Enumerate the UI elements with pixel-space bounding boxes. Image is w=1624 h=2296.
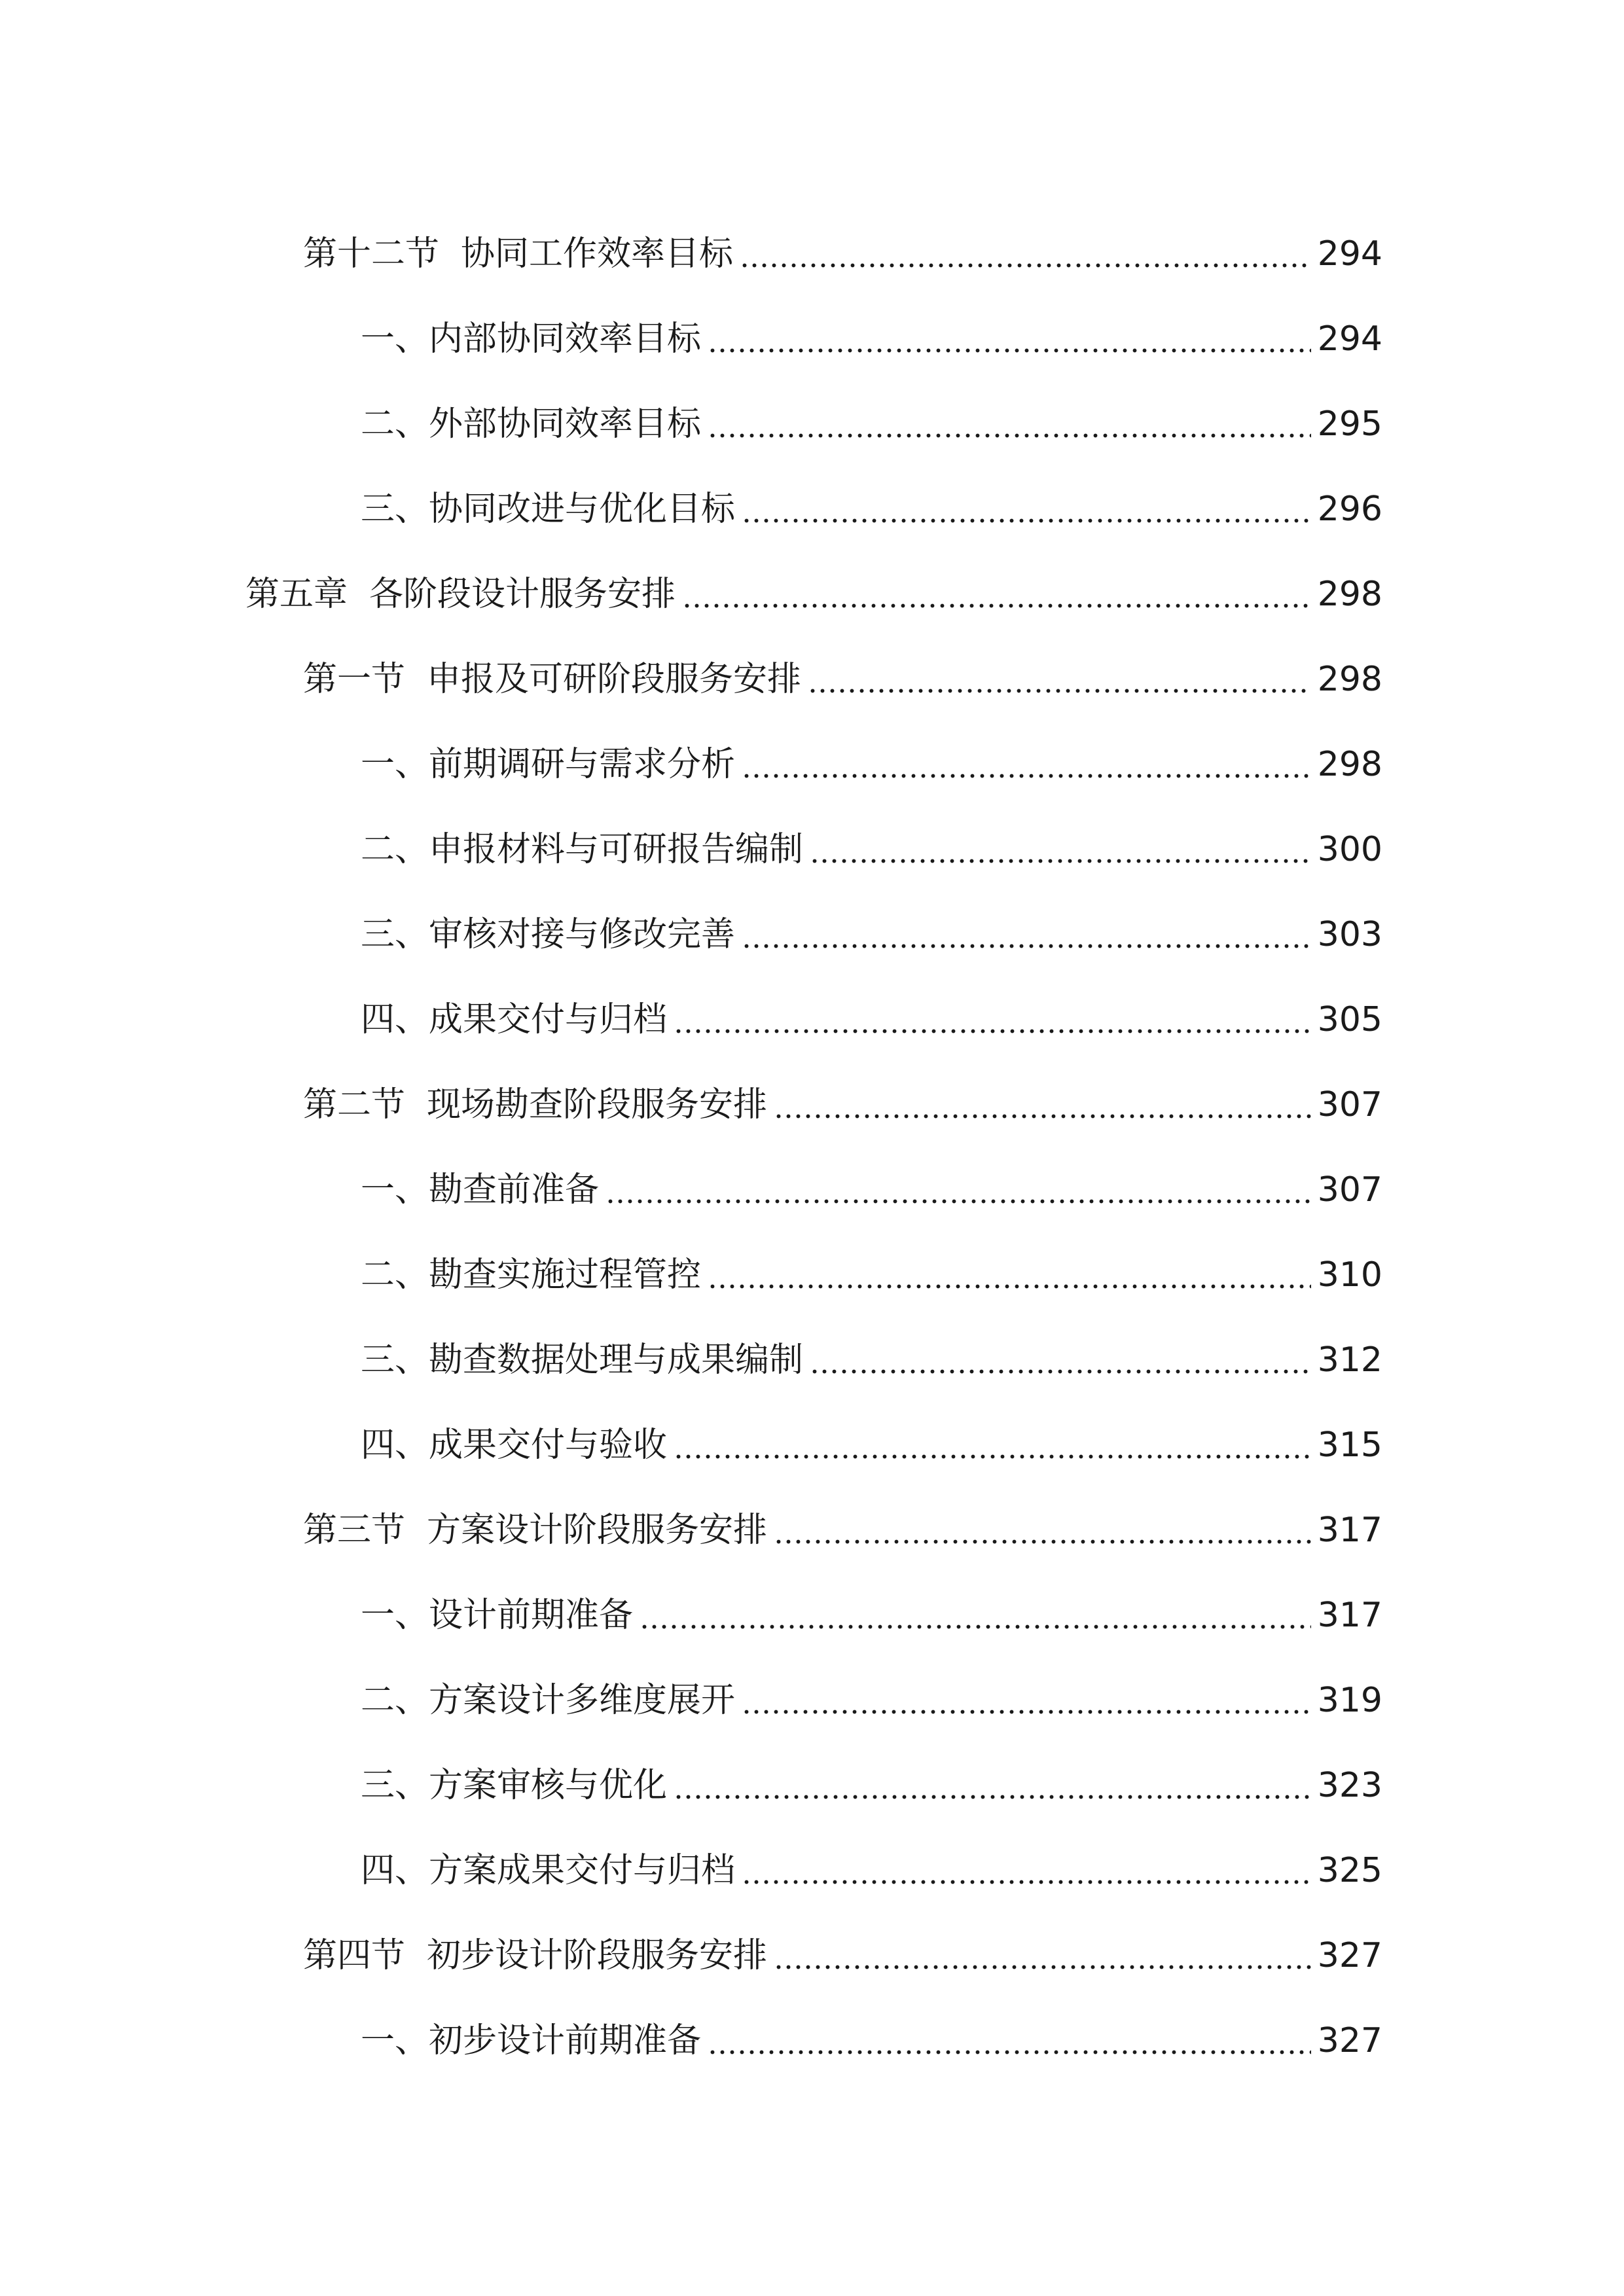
toc-entry-label: 二、勘查实施过程管控 (361, 1255, 702, 1295)
toc-entry[interactable] (0, 1913, 1624, 1998)
toc-dot-leader (708, 2024, 1311, 2058)
toc-dot-leader (674, 1768, 1311, 1803)
toc-page-number: 310 (1317, 1255, 1382, 1295)
toc-entry[interactable] (0, 1658, 1624, 1743)
toc-entry[interactable] (0, 211, 1624, 296)
toc-page-number: 298 (1317, 660, 1382, 699)
toc-dot-leader (742, 1683, 1311, 1717)
toc-entry-label: 第十二节 协同工作效率目标 (303, 234, 734, 274)
toc-entry[interactable] (0, 382, 1624, 467)
toc-page-number: 323 (1317, 1766, 1382, 1805)
toc-entry-label: 一、设计前期准备 (361, 1596, 634, 1635)
toc-dot-leader (774, 1939, 1311, 1973)
toc-dot-leader (605, 1173, 1311, 1207)
toc-page-number: 295 (1317, 404, 1382, 444)
toc-entry-label: 三、勘查数据处理与成果编制 (361, 1340, 804, 1380)
toc-entry-label: 第四节 初步设计阶段服务安排 (303, 1936, 768, 1975)
toc-page-number: 298 (1317, 745, 1382, 784)
toc-dot-leader (742, 1854, 1311, 1888)
toc-entry[interactable] (0, 722, 1624, 807)
toc-page-number: 305 (1317, 1000, 1382, 1039)
toc-dot-leader (674, 1003, 1311, 1037)
toc-entry[interactable] (0, 1232, 1624, 1318)
toc-page-number: 300 (1317, 830, 1382, 869)
toc-dot-leader (742, 918, 1311, 952)
toc-page-number: 327 (1317, 2021, 1382, 2060)
toc-page-number: 325 (1317, 1851, 1382, 1890)
toc-entry-label: 三、协同改进与优化目标 (361, 490, 736, 529)
toc-entry[interactable] (0, 1743, 1624, 1828)
toc-entry[interactable] (0, 1062, 1624, 1147)
toc-entry-label: 第二节 现场勘查阶段服务安排 (303, 1085, 768, 1124)
toc-page-number: 317 (1317, 1596, 1382, 1635)
toc-page-number: 307 (1317, 1170, 1382, 1210)
toc-entry[interactable] (0, 1828, 1624, 1913)
toc-entry[interactable] (0, 1573, 1624, 1658)
toc-dot-leader (742, 492, 1311, 526)
toc-entry-label: 一、前期调研与需求分析 (361, 745, 736, 784)
toc-entry[interactable] (0, 892, 1624, 977)
toc-entry-label: 一、勘查前准备 (361, 1170, 600, 1210)
toc-dot-leader (810, 1343, 1311, 1377)
toc-entry[interactable] (0, 637, 1624, 722)
toc-entry[interactable] (0, 467, 1624, 552)
toc-page-number: 317 (1317, 1511, 1382, 1550)
toc-page-number: 327 (1317, 1936, 1382, 1975)
toc-entry[interactable] (0, 1403, 1624, 1488)
toc-entry-label: 四、成果交付与验收 (361, 1426, 668, 1465)
toc-dot-leader (742, 747, 1311, 781)
toc-entry[interactable] (0, 807, 1624, 892)
toc-page-number: 294 (1317, 319, 1382, 359)
toc-entry-label: 二、申报材料与可研报告编制 (361, 830, 804, 869)
toc-entry[interactable] (0, 1318, 1624, 1403)
toc-entry[interactable] (0, 1147, 1624, 1232)
toc-entry-label: 三、方案审核与优化 (361, 1766, 668, 1805)
toc-entry-label: 二、外部协同效率目标 (361, 404, 702, 444)
toc-entry[interactable] (0, 296, 1624, 382)
toc-entry[interactable] (0, 552, 1624, 637)
toc-dot-leader (640, 1598, 1311, 1632)
toc-dot-leader (774, 1513, 1311, 1547)
toc-entry-label: 第一节 申报及可研阶段服务安排 (303, 660, 802, 699)
toc-entry-label: 一、初步设计前期准备 (361, 2021, 702, 2060)
toc-entry-label: 三、审核对接与修改完善 (361, 915, 736, 954)
toc-page-number: 296 (1317, 490, 1382, 529)
toc-page-number: 298 (1317, 575, 1382, 614)
toc-dot-leader (740, 237, 1311, 271)
toc-dot-leader (708, 1258, 1311, 1292)
toc-page-number: 315 (1317, 1426, 1382, 1465)
toc-dot-leader (708, 322, 1311, 356)
toc-entry[interactable] (0, 1998, 1624, 2083)
toc-dot-leader (810, 833, 1311, 867)
toc-dot-leader (708, 407, 1311, 441)
toc-dot-leader (674, 1428, 1311, 1462)
toc-dot-leader (774, 1088, 1311, 1122)
toc-entry-label: 二、方案设计多维度展开 (361, 1681, 736, 1720)
toc-page-number: 319 (1317, 1681, 1382, 1720)
toc-entry[interactable] (0, 977, 1624, 1062)
toc-entry[interactable] (0, 1488, 1624, 1573)
toc-entry-label: 四、方案成果交付与归档 (361, 1851, 736, 1890)
toc-entry-label: 第三节 方案设计阶段服务安排 (303, 1511, 768, 1550)
table-of-contents (0, 211, 1624, 2083)
toc-dot-leader (682, 577, 1311, 611)
toc-page-number: 294 (1317, 234, 1382, 274)
toc-page-number: 312 (1317, 1340, 1382, 1380)
toc-page-number: 303 (1317, 915, 1382, 954)
toc-page-number: 307 (1317, 1085, 1382, 1124)
toc-entry-label: 第五章 各阶段设计服务安排 (245, 575, 676, 614)
toc-entry-label: 一、内部协同效率目标 (361, 319, 702, 359)
toc-dot-leader (808, 662, 1311, 696)
toc-entry-label: 四、成果交付与归档 (361, 1000, 668, 1039)
